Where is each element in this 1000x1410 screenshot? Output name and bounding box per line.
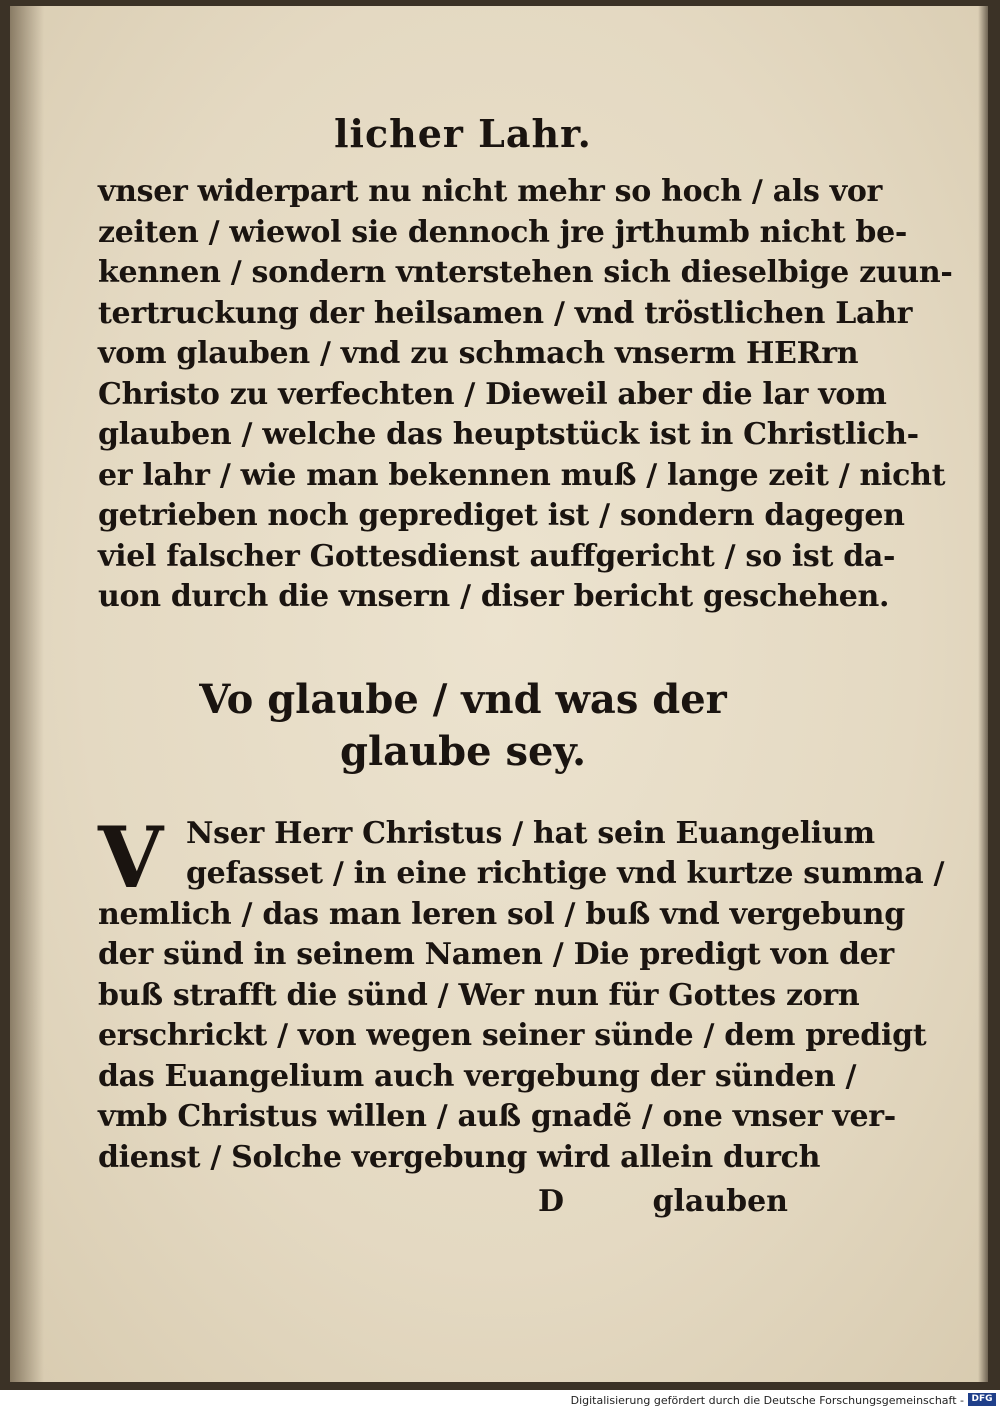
page-edge: [978, 6, 988, 1382]
text-line: kennen / sondern vnterstehen sich dieselbige zuun-: [98, 255, 953, 290]
text-line: viel falscher Gottesdienst auffgericht / so ist da-: [98, 538, 896, 574]
text-line: zeiten / wiewol sie dennoch jre jrthumb nicht be-: [98, 214, 908, 250]
credit-bar: [0, 1390, 1000, 1410]
signature-mark: D: [538, 1184, 565, 1219]
text-line: gefasset / in eine richtige vnd kurtze summa /: [186, 856, 945, 891]
text-line: erschrickt / von wegen seiner sünde / dem predigt: [98, 1018, 927, 1053]
text-line: glauben / welche das heuptstück ist in Christlich-: [98, 417, 919, 452]
text-line: Christo zu verfechten / Dieweil aber die lar vom: [98, 376, 887, 412]
binding-shadow: [10, 6, 44, 1382]
book-page: [10, 6, 988, 1382]
text-line: tertruckung der heilsamen / vnd tröstlichen Lahr: [98, 295, 913, 331]
dfg-logo[interactable]: DFG: [968, 1393, 996, 1406]
paragraph-1: [98, 172, 953, 618]
section-heading: [138, 674, 788, 778]
text-line: vom glauben / vnd zu schmach vnserm HERrn: [98, 336, 859, 371]
text-line: er lahr / wie man bekennen muß / lange zeit / nicht: [98, 457, 946, 493]
heading-line-2: glaube sey.: [339, 727, 587, 775]
catchword: glauben: [652, 1184, 788, 1219]
text-line: dienst / Solche vergebung wird allein durch: [98, 1139, 821, 1175]
text-line: uon durch die vnsern / diser bericht geschehen.: [98, 579, 890, 614]
text-line: getrieben noch geprediget ist / sondern dagegen: [98, 498, 905, 533]
text-line: das Euangelium auch vergebung der sünden /: [98, 1058, 857, 1094]
text-line: buß strafft die sünd / Wer nun für Gottes zorn: [98, 977, 860, 1013]
text-block: [98, 104, 953, 1222]
text-line: vmb Christus willen / auß gnadẽ / one vnser ver-: [98, 1099, 896, 1134]
text-line: der sünd in seinem Namen / Die predigt von der: [98, 937, 894, 972]
page-footer-line: [98, 1182, 788, 1222]
running-head: licher Lahr.: [334, 111, 592, 156]
paragraph-2: [98, 807, 945, 1179]
drop-cap: V: [98, 807, 164, 907]
text-line: vnser widerpart nu nicht mehr so hoch / als vor: [98, 174, 883, 209]
text-line: nemlich / das man leren sol / buß vnd vergebung: [98, 896, 905, 932]
heading-line-1: Vo glaube / vnd was der: [199, 675, 727, 723]
funding-credit: Digitalisierung gefördert durch die Deutsche Forschungsgemeinschaft -: [570, 1394, 964, 1407]
text-line: Nser Herr Christus / hat sein Euangelium: [186, 815, 875, 851]
